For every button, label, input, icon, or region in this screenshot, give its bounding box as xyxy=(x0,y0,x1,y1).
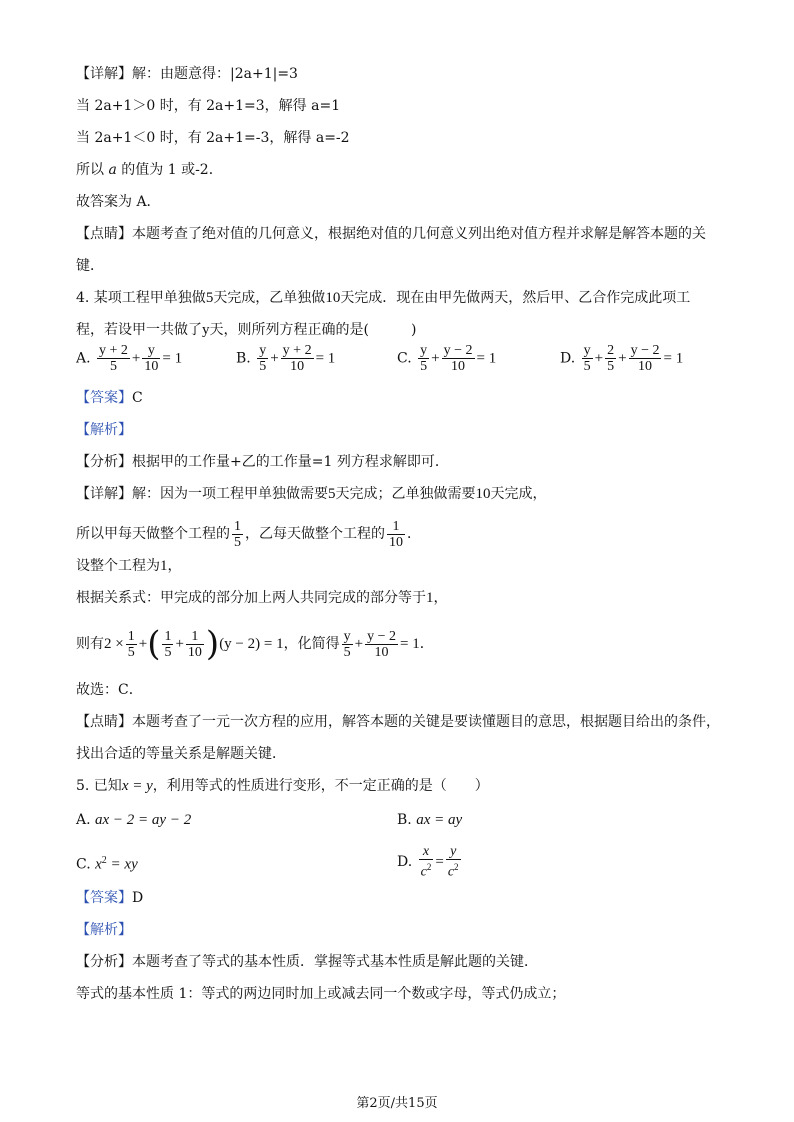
fraction: $\frac{1}{10}$ xyxy=(389,518,403,550)
page-footer: 第2页/共15页 xyxy=(356,1096,438,1111)
choose-line: 故选：C． xyxy=(76,682,143,698)
text-line: 设整个工程为1， xyxy=(76,558,182,574)
fraction: $\frac{x}{c^2}$ xyxy=(420,844,432,880)
tag: 【详解】 xyxy=(76,66,132,82)
fraction: $\frac{y - 2}{10}$ xyxy=(367,628,396,660)
fraction: $\frac{1}{5}$ xyxy=(127,628,135,660)
text-line: 等式的基本性质 1：等式的两边同时加上或减去同一个数或字母，等式仍成立； xyxy=(76,986,566,1002)
fraction: $\frac{y}{c^2}$ xyxy=(447,844,459,880)
fenxi-line: 【分析】根据甲的工作量+乙的工作量=1 列方程求解即可． xyxy=(76,454,449,470)
option-a[interactable]: A. $\frac{y + 2}{5}$ + $\frac{y}{10}$ = 1 xyxy=(76,343,183,374)
answer-line: 【答案】D xyxy=(76,890,144,906)
detail-line: 所以甲每天做整个工程的 $\frac{1}{5}$ ，乙每天做整个工程的 $\frac{1}{10}$ ． xyxy=(76,518,421,550)
text-line: 故答案为 A． xyxy=(76,194,161,210)
dianjing-line: 【点睛】本题考查了绝对值的几何意义，根据绝对值的几何意义列出绝对值方程并求解是解答本题的关 xyxy=(76,226,706,242)
detail-line: 【详解】解：因为一项工程甲单独做需要5天完成；乙单独做需要10天完成， xyxy=(76,486,547,502)
fraction: $\frac{2}{5}$ xyxy=(607,343,615,374)
text-line: 当 2a+1＜0 时，有 2a+1=-3，解得 a=-2 xyxy=(76,130,350,146)
fraction: $\frac{y}{10}$ xyxy=(144,343,159,374)
option-b[interactable]: B. ax = ay xyxy=(397,812,463,828)
jiexi-heading: 【解析】 xyxy=(76,922,132,938)
option-d[interactable]: D. $\frac{x}{c^2}$ = $\frac{y}{c^2}$ xyxy=(397,844,459,880)
option-b[interactable]: B. $\frac{y}{5}$ + $\frac{y + 2}{10}$ = 1 xyxy=(236,343,336,374)
detail-line xyxy=(76,64,298,84)
fraction: $\frac{y}{5}$ xyxy=(343,628,351,660)
fraction: $\frac{y + 2}{5}$ xyxy=(99,343,128,374)
text-line: 所以 a 的值为 1 或-2． xyxy=(76,162,223,178)
fraction: $\frac{1}{5}$ xyxy=(164,628,172,660)
fraction: $\frac{y - 2}{10}$ xyxy=(443,343,473,374)
option-a[interactable]: A. ax − 2 = ay − 2 xyxy=(76,812,192,828)
text-line: 找出合适的等量关系是解题关键． xyxy=(76,746,286,762)
text-line: 根据关系式：甲完成的部分加上两人共同完成的部分等于1， xyxy=(76,590,448,606)
text-line: 当 2a+1＞0 时，有 2a+1=3，解得 a=1 xyxy=(76,98,341,114)
option-c[interactable]: C. $\frac{y}{5}$ + $\frac{y - 2}{10}$ = 1 xyxy=(397,343,497,374)
fenxi-line: 【分析】本题考查了等式的基本性质．掌握等式基本性质是解此题的关键． xyxy=(76,954,538,970)
equation-line: 则有2 × $\frac{1}{5}$ +( $\frac{1}{5}$ + $\frac{1}{10}$ )(y − 2) = 1，化简得 $\frac{y}{5}$ + $\frac{y - 2}{10}$ = 1． xyxy=(76,624,434,664)
text: 解：由题意得：|2a+1|=3 xyxy=(132,66,298,82)
option-d[interactable]: D. $\frac{y}{5}$ + $\frac{2}{5}$ + $\frac{y - 2}{10}$ = 1 xyxy=(560,343,684,374)
answer-line: 【答案】C xyxy=(76,390,143,406)
fraction: $\frac{y + 2}{10}$ xyxy=(282,343,312,374)
fraction: $\frac{y}{5}$ xyxy=(420,343,428,374)
question-4-line2: 程，若设甲一共做了y天，则所列方程正确的是( ) xyxy=(76,322,417,338)
text-line: 键． xyxy=(76,258,104,274)
option-c[interactable]: C. $x^2$ = xy xyxy=(76,855,138,873)
question-5-line1: 5. 已知x = y，利用等式的性质进行变形，不一定正确的是（ ） xyxy=(76,778,489,794)
fraction: $\frac{1}{10}$ xyxy=(187,628,202,660)
dianjing-line: 【点睛】本题考查了一元一次方程的应用，解答本题的关键是要读懂题目的意思，根据题目给出的条件， xyxy=(76,714,720,730)
fraction: $\frac{y - 2}{10}$ xyxy=(630,343,660,374)
fraction: $\frac{y}{5}$ xyxy=(259,343,267,374)
fraction: $\frac{y}{5}$ xyxy=(583,343,591,374)
fraction: $\frac{1}{5}$ xyxy=(234,518,241,550)
jiexi-heading: 【解析】 xyxy=(76,422,132,438)
question-4-line1: 4. 某项工程甲单独做5天完成，乙单独做10天完成．现在由甲先做两天，然后甲、乙合作完成此项工 xyxy=(76,290,691,306)
